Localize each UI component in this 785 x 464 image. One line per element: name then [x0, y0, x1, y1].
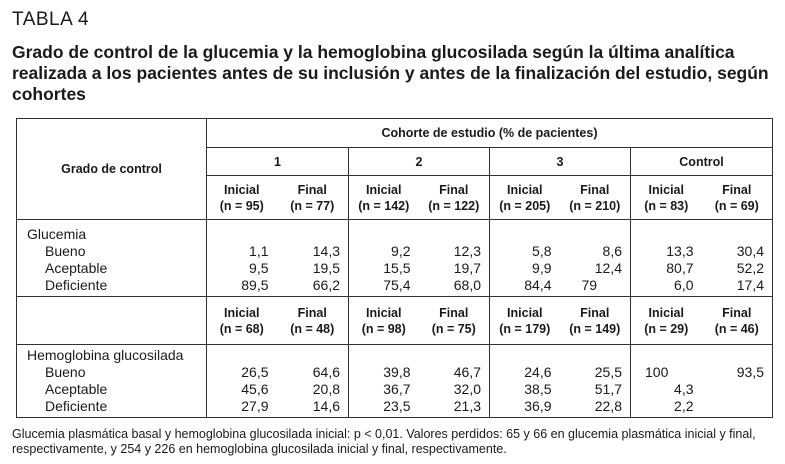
row-label: Aceptable [17, 260, 207, 277]
value-cell: 1,1 [207, 243, 277, 260]
glucemia-n-cell: Final (n = 69) [702, 176, 773, 220]
hemo-n-cell: Final (n = 149) [560, 297, 631, 345]
value-cell: 100 [631, 364, 702, 381]
row-label: Deficiente [17, 398, 207, 418]
cohort-control-header: Control [631, 148, 773, 176]
row-label: Bueno [17, 243, 207, 260]
table-footnote: Glucemia plasmática basal y hemoglobina glucosilada inicial: p < 0,01. Valores perdidos: 65 y 66 en glucemia plasmática inicial y final, respectivamente, y 254 y 226 en hemoglobina glucosilada inicial y final, respectivamente. [12, 427, 756, 456]
value-cell: 19,7 [453, 259, 481, 276]
glucemia-n-cell: Final (n = 122) [419, 176, 490, 220]
value-cell: 30,4 [702, 243, 773, 260]
value-cell: 46,7 [453, 363, 481, 380]
table-title: Grado de control de la glucemia y la hemoglobina glucosilada según la última analítica realizada a los pacientes antes de su inclusión y antes de la finalización del estudio, según cohortes [12, 42, 769, 104]
hemo-n-cell: Final (n = 48) [277, 297, 349, 345]
glucemia-n-cell: Inicial (n = 83) [631, 176, 702, 220]
value-cell: 52,2 [702, 260, 773, 277]
glucemia-n-cell: Inicial (n = 142) [349, 176, 419, 220]
cohort-1-header: 1 [207, 148, 349, 176]
row-label: Deficiente [17, 277, 207, 297]
group-header: Cohorte de estudio (% de pacientes) [207, 119, 773, 148]
value-cell: 15,5 [349, 260, 419, 277]
cohort-3-header: 3 [490, 148, 631, 176]
cohort-2-header: 2 [349, 148, 490, 176]
value-cell: 24,6 [490, 364, 560, 381]
glucemia-n-cell: Final (n = 210) [560, 176, 631, 220]
table-label: TABLA 4 [12, 9, 90, 30]
glucemia-n-cell: Inicial (n = 205) [490, 176, 560, 220]
value-cell: 14,3 [312, 242, 340, 259]
glucemia-section-label: Glucemia [17, 220, 207, 243]
value-cell: 93,5 [702, 364, 773, 381]
value-cell: 8,6 [602, 242, 622, 259]
row-label: Aceptable [17, 381, 207, 398]
value-cell: 9,9 [490, 260, 560, 277]
hemo-n-cell: Inicial (n = 68) [207, 297, 277, 345]
value-cell: 22,8 [560, 398, 631, 418]
value-cell: 13,3 [631, 243, 702, 260]
hemo-section-label: Hemoglobina glucosilada [17, 345, 207, 364]
hemo-n-cell: Inicial (n = 98) [349, 297, 419, 345]
value-cell: 64,6 [312, 363, 340, 380]
value-cell [702, 381, 773, 398]
value-cell: 26,5 [207, 364, 277, 381]
hemo-n-cell: Final (n = 46) [702, 297, 773, 345]
value-cell: 89,5 [207, 277, 277, 297]
value-cell: 17,4 [702, 277, 773, 297]
value-cell: 80,7 [631, 260, 702, 277]
hemo-n-cell: Inicial (n = 179) [490, 297, 560, 345]
value-cell: 2,2 [631, 398, 702, 418]
value-cell: 14,6 [277, 398, 349, 418]
value-cell: 21,3 [419, 398, 490, 418]
value-cell: 36,9 [490, 398, 560, 418]
hemo-n-cell: Inicial (n = 29) [631, 297, 702, 345]
value-cell: 20,8 [312, 380, 340, 397]
glucemia-n-cell: Inicial (n = 95) [207, 176, 277, 220]
value-cell: 9,5 [207, 260, 277, 277]
value-cell: 12,4 [594, 259, 622, 276]
hemo-n-cell: Final (n = 75) [419, 297, 490, 345]
value-cell: 68,0 [419, 277, 490, 297]
value-cell: 9,2 [349, 243, 419, 260]
value-cell: 25,5 [594, 363, 622, 380]
value-cell [702, 398, 773, 418]
value-cell: 51,7 [594, 380, 622, 397]
value-cell: 23,5 [349, 398, 419, 418]
row-label: Bueno [17, 364, 207, 381]
value-cell: 19,5 [312, 259, 340, 276]
value-cell: 5,8 [490, 243, 560, 260]
value-cell: 6,0 [631, 277, 702, 297]
value-cell: 45,6 [207, 381, 277, 398]
value-cell: 27,9 [207, 398, 277, 418]
data-table [16, 118, 773, 418]
value-cell: 66,2 [277, 277, 349, 297]
value-cell: 39,8 [349, 364, 419, 381]
value-cell: 32,0 [453, 380, 481, 397]
glucemia-n-cell: Final (n = 77) [277, 176, 349, 220]
value-cell: 12,3 [453, 242, 481, 259]
row-header: Grado de control [17, 119, 207, 220]
value-cell: 36,7 [349, 381, 419, 398]
value-cell: 79 [560, 277, 631, 297]
value-cell: 4,3 [631, 381, 702, 398]
value-cell: 38,5 [490, 381, 560, 398]
value-cell: 84,4 [490, 277, 560, 297]
value-cell: 75,4 [349, 277, 419, 297]
